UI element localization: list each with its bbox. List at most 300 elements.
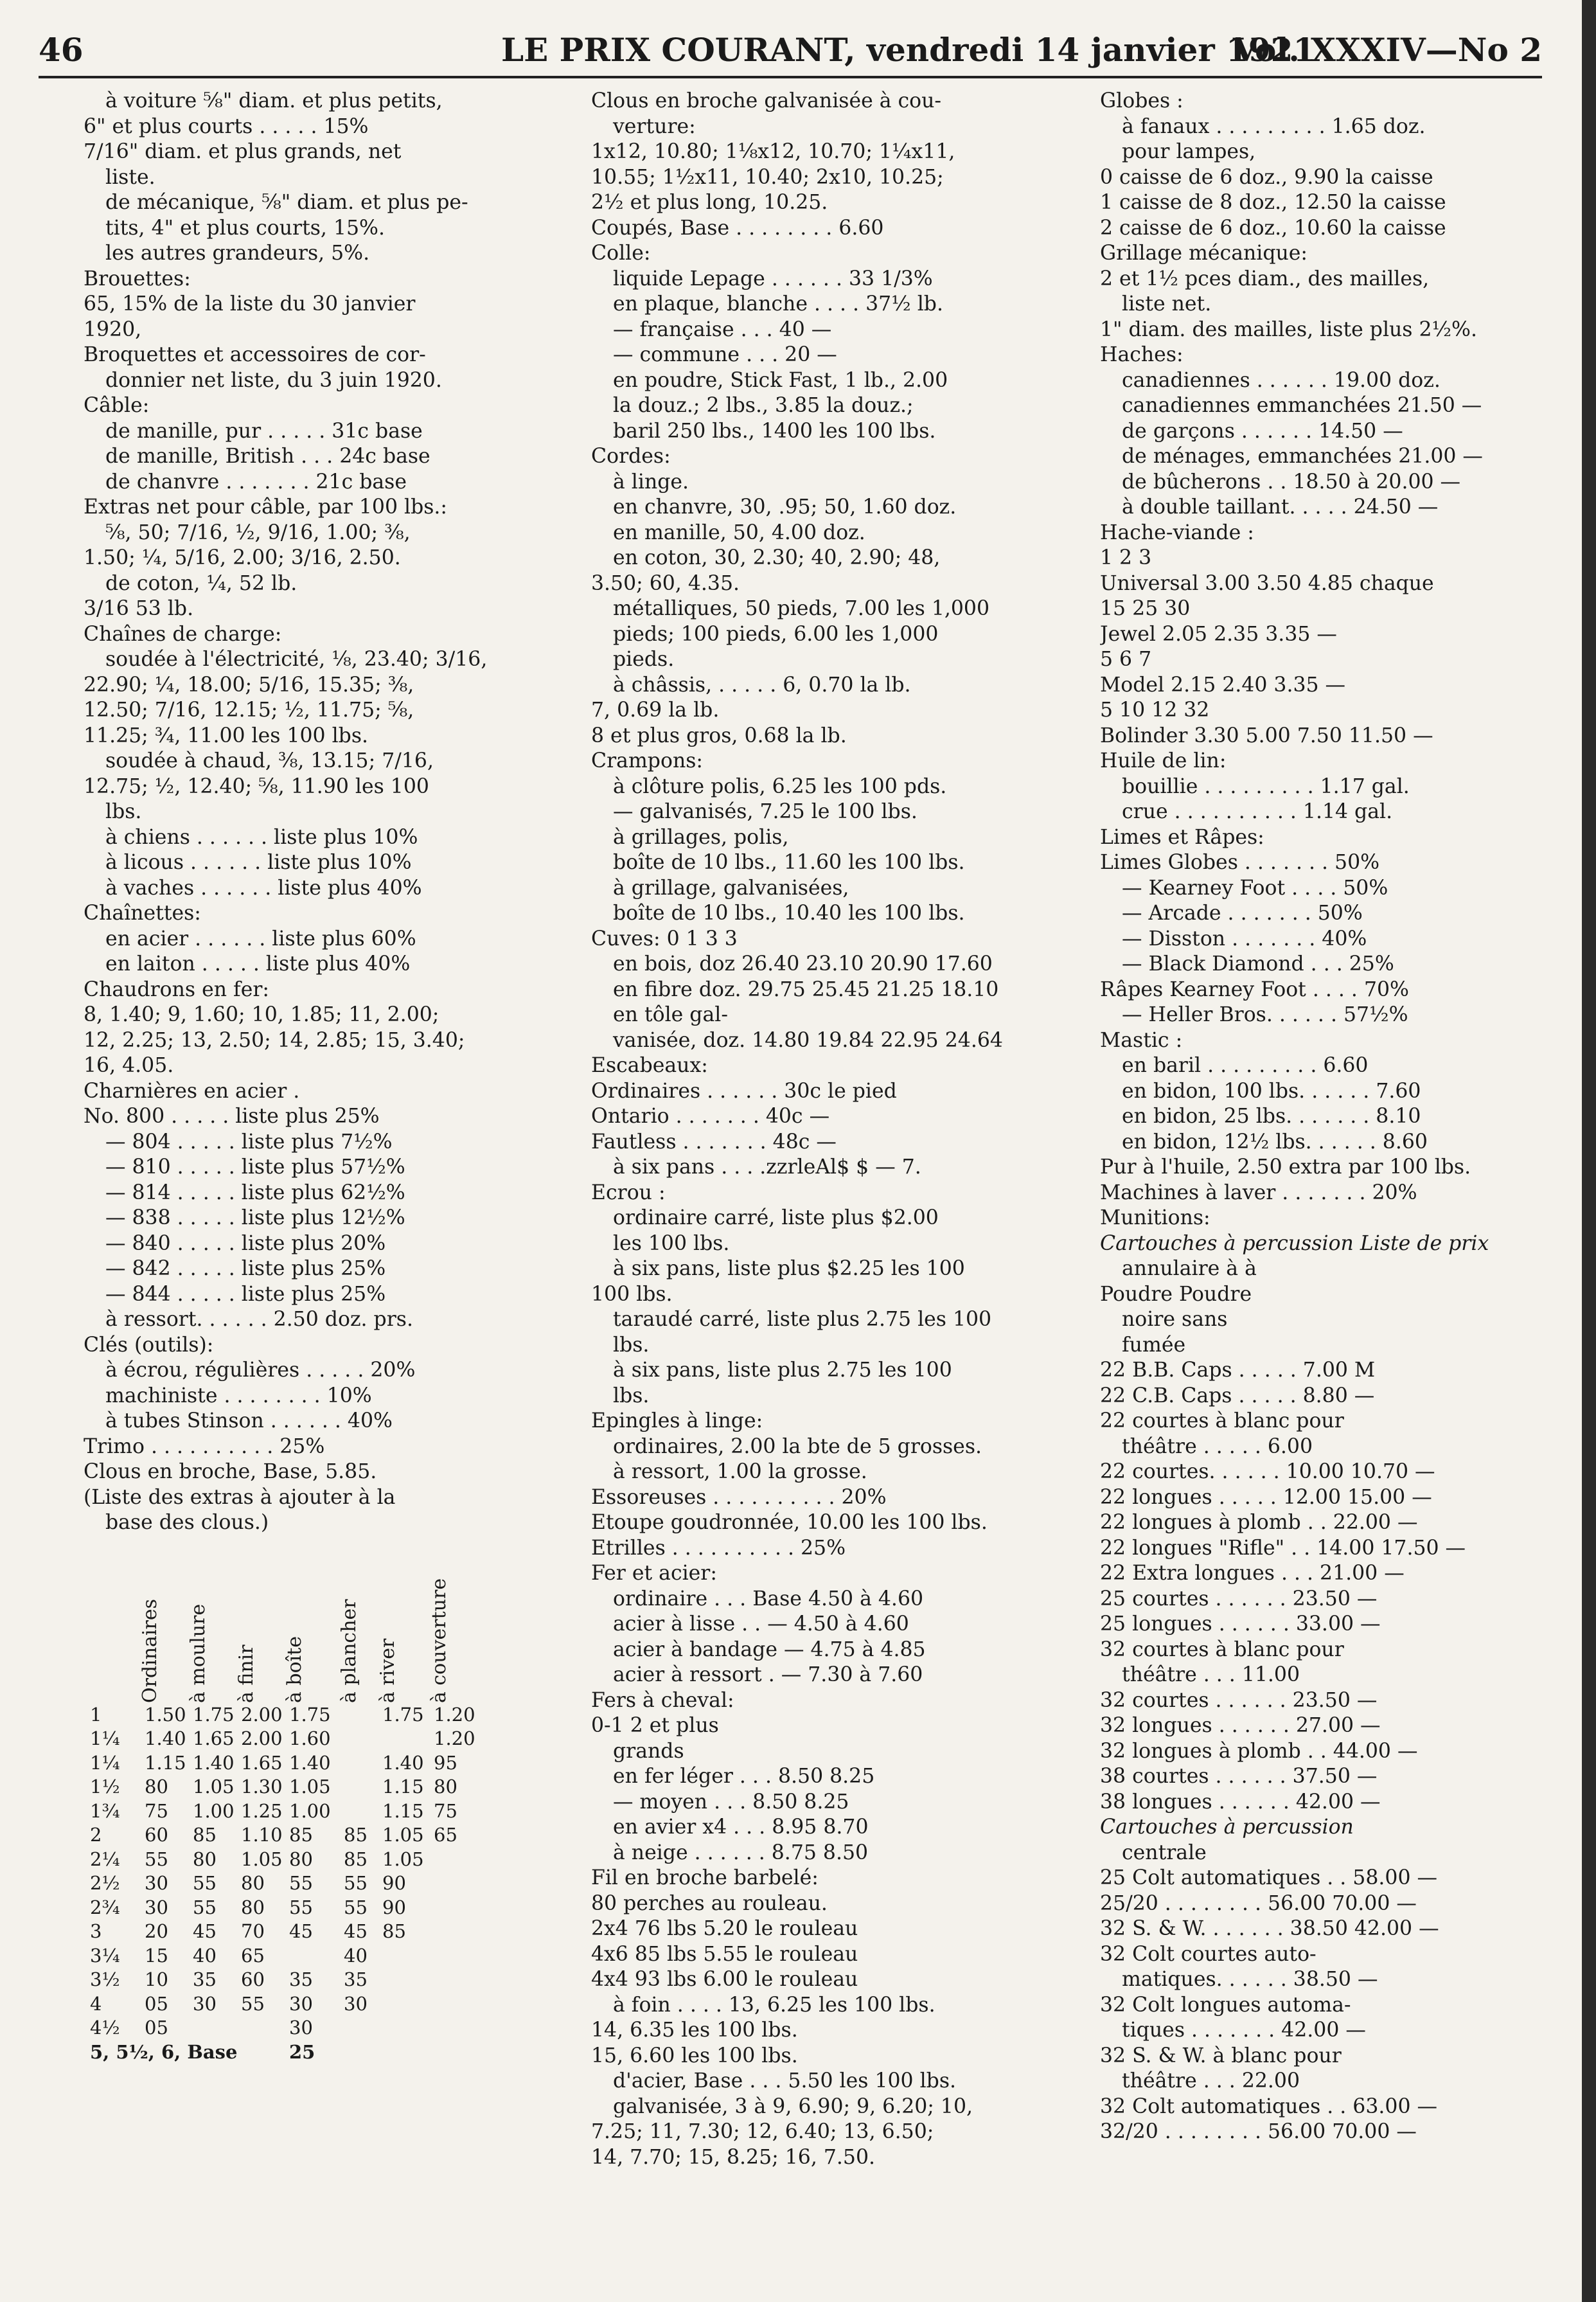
text-line: à ressort. . . . . . 2.50 doz. prs. <box>105 1308 413 1331</box>
text-line: 100 lbs. <box>591 1282 673 1306</box>
nail-table-cell: 1.05 <box>382 1824 424 1846</box>
text-line: 65, 15% de la liste du 30 janvier <box>84 292 416 316</box>
text-line: 22 courtes à blanc pour <box>1100 1409 1344 1432</box>
page-header <box>39 31 1542 76</box>
nail-table-cell: 1.75 <box>382 1703 424 1726</box>
nail-table-cell: 05 <box>145 1992 168 2015</box>
text-line: Fautless . . . . . . . 48c — <box>591 1130 837 1154</box>
nail-table-cell: 2¼ <box>90 1848 120 1870</box>
text-line: 32 courtes à blanc pour <box>1100 1637 1344 1661</box>
text-line: en bidon, 12½ lbs. . . . . . 8.60 <box>1122 1130 1428 1154</box>
nail-table-cell: 80 <box>241 1896 265 1918</box>
text-line: Machines à laver . . . . . . . 20% <box>1100 1181 1417 1204</box>
text-line: canadiennes emmanchées 21.50 — <box>1122 394 1482 417</box>
text-line: pieds. <box>613 648 675 671</box>
text-line: Etrilles . . . . . . . . . . 25% <box>591 1536 846 1560</box>
text-line: Limes Globes . . . . . . . 50% <box>1100 851 1380 874</box>
text-line: — Kearney Foot . . . . 50% <box>1122 876 1388 900</box>
text-line: Brouettes: <box>84 267 191 290</box>
nail-table-cell: 1.40 <box>193 1751 235 1774</box>
text-line: Universal 3.00 3.50 4.85 chaque <box>1100 571 1434 595</box>
text-line: taraudé carré, liste plus 2.75 les 100 <box>613 1308 992 1331</box>
text-line: à clôture polis, 6.25 les 100 pds. <box>613 774 947 798</box>
text-line: Chaînes de charge: <box>84 622 282 646</box>
text-line: Escabeaux: <box>591 1054 708 1077</box>
nail-table-row <box>84 1703 533 1727</box>
nail-table-cell: 1.25 <box>241 1799 283 1822</box>
nail-table-cell: 45 <box>193 1920 217 1942</box>
nail-column-header: à plancher <box>338 1598 360 1703</box>
text-line: métalliques, 50 pieds, 7.00 les 1,000 <box>613 597 990 620</box>
text-line: Charnières en acier . <box>84 1079 300 1103</box>
text-line: 5 6 7 <box>1100 648 1152 671</box>
text-line: à double taillant. . . . . 24.50 — <box>1122 495 1439 519</box>
nail-table-cell: 3 <box>90 1920 102 1942</box>
text-line: liste net. <box>1122 292 1212 316</box>
text-line: — 810 . . . . . liste plus 57½% <box>105 1155 405 1179</box>
nail-table-cell: 80 <box>145 1776 168 1798</box>
text-line: bouillie . . . . . . . . . 1.17 gal. <box>1122 774 1410 798</box>
text-line: ordinaires, 2.00 la bte de 5 grosses. <box>613 1434 982 1458</box>
text-line: matiques. . . . . . 38.50 — <box>1122 1968 1378 1991</box>
text-line: — 804 . . . . . liste plus 7½% <box>105 1130 393 1154</box>
text-line: 2x4 76 lbs 5.20 le rouleau <box>591 1917 858 1940</box>
text-line: de garçons . . . . . . 14.50 — <box>1122 419 1403 443</box>
nail-table-cell: 65 <box>241 1944 265 1967</box>
text-line: verture: <box>613 114 696 138</box>
text-line: No. 800 . . . . . liste plus 25% <box>84 1105 380 1128</box>
text-line: en poudre, Stick Fast, 1 lb., 2.00 <box>613 368 948 392</box>
text-line: 32 S. & W. . . . . . . 38.50 42.00 — <box>1100 1917 1439 1940</box>
nail-table-row <box>84 1968 533 1992</box>
text-line: la douz.; 2 lbs., 3.85 la douz.; <box>613 394 914 417</box>
text-line: à ressort, 1.00 la grosse. <box>613 1460 867 1483</box>
nail-table-cell: 80 <box>434 1776 457 1798</box>
nail-table-row <box>84 1751 533 1776</box>
text-line: 14, 6.35 les 100 lbs. <box>591 2019 798 2042</box>
text-line: soudée à chaud, ⅜, 13.15; 7/16, <box>105 749 434 772</box>
nail-column-header: Ordinaires <box>139 1598 161 1703</box>
header-rule <box>39 76 1542 78</box>
nail-column-header: à finir <box>235 1644 258 1703</box>
nail-table-cell: 1.60 <box>289 1727 331 1749</box>
text-line: les 100 lbs. <box>613 1231 730 1255</box>
text-line: 14, 7.70; 15, 8.25; 16, 7.50. <box>591 2145 875 2169</box>
text-line: 15, 6.60 les 100 lbs. <box>591 2044 798 2067</box>
text-line: 22 longues "Rifle" . . 14.00 17.50 — <box>1100 1536 1466 1560</box>
text-line: 1x12, 10.80; 1⅛x12, 10.70; 1¼x11, <box>591 140 955 163</box>
text-line: canadiennes . . . . . . 19.00 doz. <box>1122 368 1441 392</box>
text-line: 32 longues à plomb . . 44.00 — <box>1100 1739 1418 1763</box>
nail-table-row <box>84 1871 533 1896</box>
text-line: en manille, 50, 4.00 doz. <box>613 521 865 544</box>
text-line: en laiton . . . . . liste plus 40% <box>105 952 411 976</box>
nail-table-cell: 55 <box>193 1872 217 1894</box>
text-line: base des clous.) <box>105 1511 269 1534</box>
nail-table-cell: 1.50 <box>145 1703 186 1726</box>
nail-table-cell: 65 <box>434 1824 457 1846</box>
text-line: 1 2 3 <box>1100 546 1152 569</box>
text-line: Colle: <box>591 242 651 265</box>
text-line: 3.50; 60, 4.35. <box>591 571 740 595</box>
text-line: 25 courtes . . . . . . 23.50 — <box>1100 1587 1378 1611</box>
text-line: 32/20 . . . . . . . . 56.00 70.00 — <box>1100 2120 1417 2143</box>
text-line: — Disston . . . . . . . 40% <box>1122 927 1367 950</box>
text-line: baril 250 lbs., 1400 les 100 lbs. <box>613 419 936 443</box>
text-line: Cartouches à percussion <box>1100 1816 1354 1839</box>
text-line: à grillage, galvanisées, <box>613 876 849 900</box>
nail-table-row <box>84 2040 533 2065</box>
newspaper-title: LE PRIX COURANT, vendredi 14 janvier 1921 <box>501 31 1316 69</box>
nail-table-cell: 2 <box>90 1824 102 1846</box>
text-line: de manille, pur . . . . . 31c base <box>105 419 423 443</box>
text-line: en plaque, blanche . . . . 37½ lb. <box>613 292 943 316</box>
text-line: Model 2.15 2.40 3.35 — <box>1100 673 1346 697</box>
nail-table-cell: 85 <box>193 1824 217 1846</box>
text-line: 22 longues à plomb . . 22.00 — <box>1100 1511 1418 1534</box>
nail-table-cell: 1.15 <box>145 1751 186 1774</box>
nail-table-cell: 80 <box>193 1848 217 1870</box>
nail-table-cell: 55 <box>145 1848 168 1870</box>
nail-table-cell: 1.15 <box>382 1776 424 1798</box>
text-line: 7.25; 11, 7.30; 12, 6.40; 13, 6.50; <box>591 2120 934 2143</box>
text-line: 6" et plus courts . . . . . 15% <box>84 114 369 138</box>
text-line: Fers à cheval: <box>591 1688 734 1712</box>
text-line: — galvanisés, 7.25 le 100 lbs. <box>613 800 918 823</box>
nail-table-cell: 45 <box>344 1920 368 1942</box>
text-line: Essoreuses . . . . . . . . . . 20% <box>591 1485 887 1509</box>
text-line: 1.50; ¼, 5/16, 2.00; 3/16, 2.50. <box>84 546 401 569</box>
text-line: vanisée, doz. 14.80 19.84 22.95 24.64 <box>613 1028 1003 1052</box>
nail-table-cell: 10 <box>145 1968 168 1990</box>
nail-table-cell: 85 <box>289 1824 313 1846</box>
nail-table-cell: 1 <box>90 1703 102 1726</box>
text-line: Crampons: <box>591 749 704 772</box>
nail-table-cell: 1.30 <box>241 1776 283 1798</box>
text-line: 12.50; 7/16, 12.15; ½, 11.75; ⅝, <box>84 699 414 722</box>
column-1 <box>84 89 533 2064</box>
nail-column-header: à river <box>377 1638 399 1703</box>
nail-table-cell: 80 <box>241 1872 265 1894</box>
nail-table-cell: 80 <box>289 1848 313 1870</box>
text-line: Clous en broche, Base, 5.85. <box>84 1460 377 1483</box>
nail-table-cell: 60 <box>145 1824 168 1846</box>
text-line: à écrou, régulières . . . . . 20% <box>105 1359 416 1382</box>
text-line: 22 courtes. . . . . . 10.00 10.70 — <box>1100 1460 1435 1483</box>
nail-table-header <box>84 1536 533 1703</box>
nail-table-cell: 1¼ <box>90 1727 120 1749</box>
text-line: 7, 0.69 la lb. <box>591 699 720 722</box>
text-line: — française . . . 40 — <box>613 317 832 341</box>
text-line: Fil en broche barbelé: <box>591 1866 819 1889</box>
nail-table-cell: 1.75 <box>289 1703 331 1726</box>
text-line: Clés (outils): <box>84 1333 214 1357</box>
nail-table-cell: 75 <box>434 1799 457 1822</box>
text-line: Extras net pour câble, par 100 lbs.: <box>84 495 448 519</box>
text-line: Ontario . . . . . . . 40c — <box>591 1105 830 1128</box>
text-line: machiniste . . . . . . . . 10% <box>105 1384 372 1407</box>
nail-table-cell: 15 <box>145 1944 168 1967</box>
nail-table-row <box>84 1920 533 1944</box>
text-line: tiques . . . . . . . 42.00 — <box>1122 2019 1366 2042</box>
text-line: à linge. <box>613 470 689 494</box>
text-line: acier à bandage — 4.75 à 4.85 <box>613 1637 926 1661</box>
text-line: en bois, doz 26.40 23.10 20.90 17.60 <box>613 952 993 976</box>
text-line: de mécanique, ⅝" diam. et plus pe- <box>105 191 468 214</box>
nail-table-cell: 1.20 <box>434 1727 475 1749</box>
text-line: Munitions: <box>1100 1206 1210 1229</box>
text-line: 1 caisse de 8 doz., 12.50 la caisse <box>1100 191 1446 214</box>
text-line: liquide Lepage . . . . . . 33 1/3% <box>613 267 933 290</box>
nail-table-cell: 1.75 <box>193 1703 235 1726</box>
nail-table-cell: 85 <box>344 1848 368 1870</box>
text-line: Jewel 2.05 2.35 3.35 — <box>1100 622 1337 646</box>
nail-table-cell: 1.40 <box>382 1751 424 1774</box>
text-line: 22.90; ¼, 18.00; 5/16, 15.35; ⅜, <box>84 673 414 697</box>
text-line: de bûcherons . . 18.50 à 20.00 — <box>1122 470 1461 494</box>
text-line: Ecrou : <box>591 1181 666 1204</box>
text-line: acier à lisse . . — 4.50 à 4.60 <box>613 1612 909 1636</box>
text-line: 25 Colt automatiques . . 58.00 — <box>1100 1866 1437 1889</box>
text-line: Râpes Kearney Foot . . . . 70% <box>1100 977 1409 1001</box>
nail-table-cell: 30 <box>145 1872 168 1894</box>
text-line: de chanvre . . . . . . . 21c base <box>105 470 407 494</box>
volume-number: Vol. XXXIV—No 2 <box>1232 31 1542 69</box>
nail-table-cell: 55 <box>289 1896 313 1918</box>
nail-table-cell: 3½ <box>90 1968 120 1990</box>
nail-table-cell: 20 <box>145 1920 168 1942</box>
text-line: à voiture ⅝" diam. et plus petits, <box>105 89 443 112</box>
text-line: à licous . . . . . . liste plus 10% <box>105 851 412 874</box>
nail-column-header: à boîte <box>283 1636 306 1703</box>
text-line: 12.75; ½, 12.40; ⅝, 11.90 les 100 <box>84 774 429 798</box>
text-line: fumée <box>1122 1333 1186 1357</box>
nail-table-cell: 2½ <box>90 1872 120 1894</box>
nail-table-cell: 2.00 <box>241 1727 283 1749</box>
text-line: Cartouches à percussion Liste de prix <box>1100 1231 1489 1255</box>
text-line: boîte de 10 lbs., 10.40 les 100 lbs. <box>613 902 965 925</box>
nail-table-cell: 30 <box>145 1896 168 1918</box>
nail-table-cell: 1.00 <box>193 1799 235 1822</box>
nail-table-cell: 1¾ <box>90 1799 120 1822</box>
nail-table-cell: 05 <box>145 2017 168 2039</box>
text-line: théâtre . . . 22.00 <box>1122 2069 1300 2092</box>
nail-table-cell: 30 <box>289 1992 313 2015</box>
text-line: 0-1 2 et plus <box>591 1714 719 1737</box>
text-line: Bolinder 3.30 5.00 7.50 11.50 — <box>1100 724 1433 747</box>
text-line: 80 perches au rouleau. <box>591 1891 828 1915</box>
text-line: centrale <box>1122 1841 1207 1864</box>
text-line: 32 Colt longues automa- <box>1100 1993 1351 2017</box>
nail-table-cell: 40 <box>193 1944 217 1967</box>
text-line: crue . . . . . . . . . . 1.14 gal. <box>1122 800 1393 823</box>
nail-table-cell: 1.05 <box>289 1776 331 1798</box>
text-line: Pur à l'huile, 2.50 extra par 100 lbs. <box>1100 1155 1471 1179</box>
text-line: Câble: <box>84 394 150 417</box>
nail-table-cell: 70 <box>241 1920 265 1942</box>
text-line: 22 Extra longues . . . 21.00 — <box>1100 1562 1405 1585</box>
nail-table-cell: 1.00 <box>289 1799 331 1822</box>
text-line: en fer léger . . . 8.50 8.25 <box>613 1765 875 1788</box>
text-line: 2½ et plus long, 10.25. <box>591 191 828 214</box>
text-line: — 814 . . . . . liste plus 62½% <box>105 1181 405 1204</box>
text-line: à six pans . . . .zzrleAl$ $ — 7. <box>613 1155 921 1179</box>
nail-table-cell: 1.65 <box>241 1751 283 1774</box>
text-line: 11.25; ¾, 11.00 les 100 lbs. <box>84 724 368 747</box>
text-line: les autres grandeurs, 5%. <box>105 242 370 265</box>
text-line: 32 S. & W. à blanc pour <box>1100 2044 1342 2067</box>
text-line: Clous en broche galvanisée à cou- <box>591 89 942 112</box>
nail-table-row <box>84 2016 533 2040</box>
text-line: 7/16" diam. et plus grands, net <box>84 140 402 163</box>
text-line: lbs. <box>105 800 142 823</box>
text-line: — 838 . . . . . liste plus 12½% <box>105 1206 405 1229</box>
text-line: — 844 . . . . . liste plus 25% <box>105 1282 386 1306</box>
nail-table-cell: 75 <box>145 1799 168 1822</box>
nail-table-row <box>84 1944 533 1968</box>
text-line: — Heller Bros. . . . . . 57½% <box>1122 1003 1408 1026</box>
nail-table-cell: 55 <box>344 1896 368 1918</box>
text-line: 8 et plus gros, 0.68 la lb. <box>591 724 847 747</box>
nail-table-cell: 85 <box>344 1824 368 1846</box>
text-line: annulaire à à <box>1122 1257 1257 1280</box>
text-line: 38 courtes . . . . . . 37.50 — <box>1100 1765 1378 1788</box>
text-line: à chiens . . . . . . liste plus 10% <box>105 825 418 849</box>
nail-table-cell: 1½ <box>90 1776 120 1798</box>
nail-table-cell: 30 <box>289 2017 313 2039</box>
nail-table-cell: 1.40 <box>289 1751 331 1774</box>
text-line: en tôle gal- <box>613 1003 728 1026</box>
nail-table-cell: 35 <box>289 1968 313 1990</box>
nail-table-row <box>84 1799 533 1824</box>
text-line: à vaches . . . . . . liste plus 40% <box>105 876 422 900</box>
nail-table-cell: 1.65 <box>193 1727 235 1749</box>
text-line: ordinaire . . . Base 4.50 à 4.60 <box>613 1587 924 1611</box>
column-2 <box>591 89 1041 2170</box>
text-line: en baril . . . . . . . . . 6.60 <box>1122 1054 1369 1077</box>
text-line: — moyen . . . 8.50 8.25 <box>613 1790 849 1814</box>
text-line: d'acier, Base . . . 5.50 les 100 lbs. <box>613 2069 957 2092</box>
text-line: 3/16 53 lb. <box>84 597 194 620</box>
column-3 <box>1100 89 1543 2145</box>
nail-table-cell: 1.05 <box>382 1848 424 1870</box>
text-line: tits, 4" et plus courts, 15%. <box>105 216 385 240</box>
text-line: Etoupe goudronnée, 10.00 les 100 lbs. <box>591 1511 988 1534</box>
page-number: 46 <box>39 31 84 69</box>
text-line: 32 longues . . . . . . 27.00 — <box>1100 1714 1381 1737</box>
text-line: 32 Colt automatiques . . 63.00 — <box>1100 2094 1437 2118</box>
text-line: lbs. <box>613 1333 650 1357</box>
text-line: Mastic : <box>1100 1028 1183 1052</box>
text-line: Coupés, Base . . . . . . . . 6.60 <box>591 216 884 240</box>
text-line: Poudre Poudre <box>1100 1282 1252 1306</box>
text-line: en acier . . . . . . liste plus 60% <box>105 927 416 950</box>
text-line: ordinaire carré, liste plus $2.00 <box>613 1206 939 1229</box>
nail-table-cell: 1¼ <box>90 1751 120 1774</box>
text-line: boîte de 10 lbs., 11.60 les 100 lbs. <box>613 851 965 874</box>
text-line: de coton, ¼, 52 lb. <box>105 571 297 595</box>
text-line: Cordes: <box>591 445 671 468</box>
text-line: lbs. <box>613 1384 650 1407</box>
text-line: 25/20 . . . . . . . . 56.00 70.00 — <box>1100 1891 1417 1915</box>
text-line: — 840 . . . . . liste plus 20% <box>105 1231 386 1255</box>
nail-table-cell: 55 <box>344 1872 368 1894</box>
nail-table-cell: 55 <box>241 1992 265 2015</box>
text-line: — Black Diamond . . . 25% <box>1122 952 1394 976</box>
text-line: Cuves: 0 1 3 3 <box>591 927 738 950</box>
nail-table-cell: 3¼ <box>90 1944 120 1967</box>
text-line: en chanvre, 30, .95; 50, 1.60 doz. <box>613 495 957 519</box>
text-line: 1920, <box>84 317 142 341</box>
nail-table-cell: 2.00 <box>241 1703 283 1726</box>
text-line: Chaudrons en fer: <box>84 977 270 1001</box>
text-line: 12, 2.25; 13, 2.50; 14, 2.85; 15, 3.40; <box>84 1028 465 1052</box>
text-line: Limes et Râpes: <box>1100 825 1264 849</box>
nail-table-cell: 90 <box>382 1896 406 1918</box>
nail-table-cell: 45 <box>289 1920 313 1942</box>
nail-table-cell: 30 <box>193 1992 217 2015</box>
text-line: en avier x4 . . . 8.95 8.70 <box>613 1816 869 1839</box>
text-line: (Liste des extras à ajouter à la <box>84 1485 396 1509</box>
nail-table-cell: 85 <box>382 1920 406 1942</box>
nail-table-cell: 35 <box>193 1968 217 1990</box>
nail-table-row <box>84 1823 533 1848</box>
text-line: de manille, British . . . 24c base <box>105 445 430 468</box>
nail-table-cell: 1.15 <box>382 1799 424 1822</box>
nail-table-cell: 30 <box>344 1992 368 2015</box>
text-line: à neige . . . . . . 8.75 8.50 <box>613 1841 869 1864</box>
text-line: à six pans, liste plus $2.25 les 100 <box>613 1257 965 1280</box>
nail-table-cell: 25 <box>289 2040 315 2063</box>
nail-table-cell: 4 <box>90 1992 102 2015</box>
text-line: acier à ressort . — 7.30 à 7.60 <box>613 1663 923 1686</box>
text-line: 2 caisse de 6 doz., 10.60 la caisse <box>1100 216 1446 240</box>
nail-table-row <box>84 1775 533 1799</box>
text-line: Chaînettes: <box>84 902 201 925</box>
text-line: en coton, 30, 2.30; 40, 2.90; 48, <box>613 546 941 569</box>
text-line: Huile de lin: <box>1100 749 1227 772</box>
text-line: 4x4 93 lbs 6.00 le rouleau <box>591 1968 858 1991</box>
text-line: soudée à l'électricité, ⅛, 23.40; 3/16, <box>105 648 488 671</box>
text-line: 38 longues . . . . . . 42.00 — <box>1100 1790 1381 1814</box>
text-line: 5 10 12 32 <box>1100 699 1210 722</box>
nail-table-cell: 4½ <box>90 2017 120 2039</box>
text-line: 1" diam. des mailles, liste plus 2½%. <box>1100 317 1477 341</box>
text-line: Trimo . . . . . . . . . . 25% <box>84 1434 325 1458</box>
nail-table-cell: 1.40 <box>145 1727 186 1749</box>
text-line: Epingles à linge: <box>591 1409 763 1432</box>
nail-table-row <box>84 1992 533 2017</box>
text-line: 22 B.B. Caps . . . . . 7.00 M <box>1100 1359 1376 1382</box>
nail-table-cell: 5, 5½, 6, Base <box>90 2040 238 2063</box>
nail-table-cell: 55 <box>289 1872 313 1894</box>
text-line: 16, 4.05. <box>84 1054 174 1077</box>
text-line: à six pans, liste plus 2.75 les 100 <box>613 1359 952 1382</box>
nail-table-cell: 35 <box>344 1968 368 1990</box>
nail-column-header: à moulure <box>187 1603 209 1703</box>
text-line: 22 longues . . . . . 12.00 15.00 — <box>1100 1485 1432 1509</box>
nail-table-row <box>84 1848 533 1872</box>
text-line: Haches: <box>1100 343 1184 366</box>
nail-table-row <box>84 1896 533 1920</box>
text-line: noire sans <box>1122 1308 1228 1331</box>
text-line: en bidon, 100 lbs. . . . . . 7.60 <box>1122 1079 1421 1103</box>
nail-column-header: à couverture <box>428 1578 450 1703</box>
nail-table-cell: 2¾ <box>90 1896 120 1918</box>
text-line: 15 25 30 <box>1100 597 1191 620</box>
nail-table-cell: 55 <box>193 1896 217 1918</box>
page-edge-shadow <box>1582 0 1596 2302</box>
